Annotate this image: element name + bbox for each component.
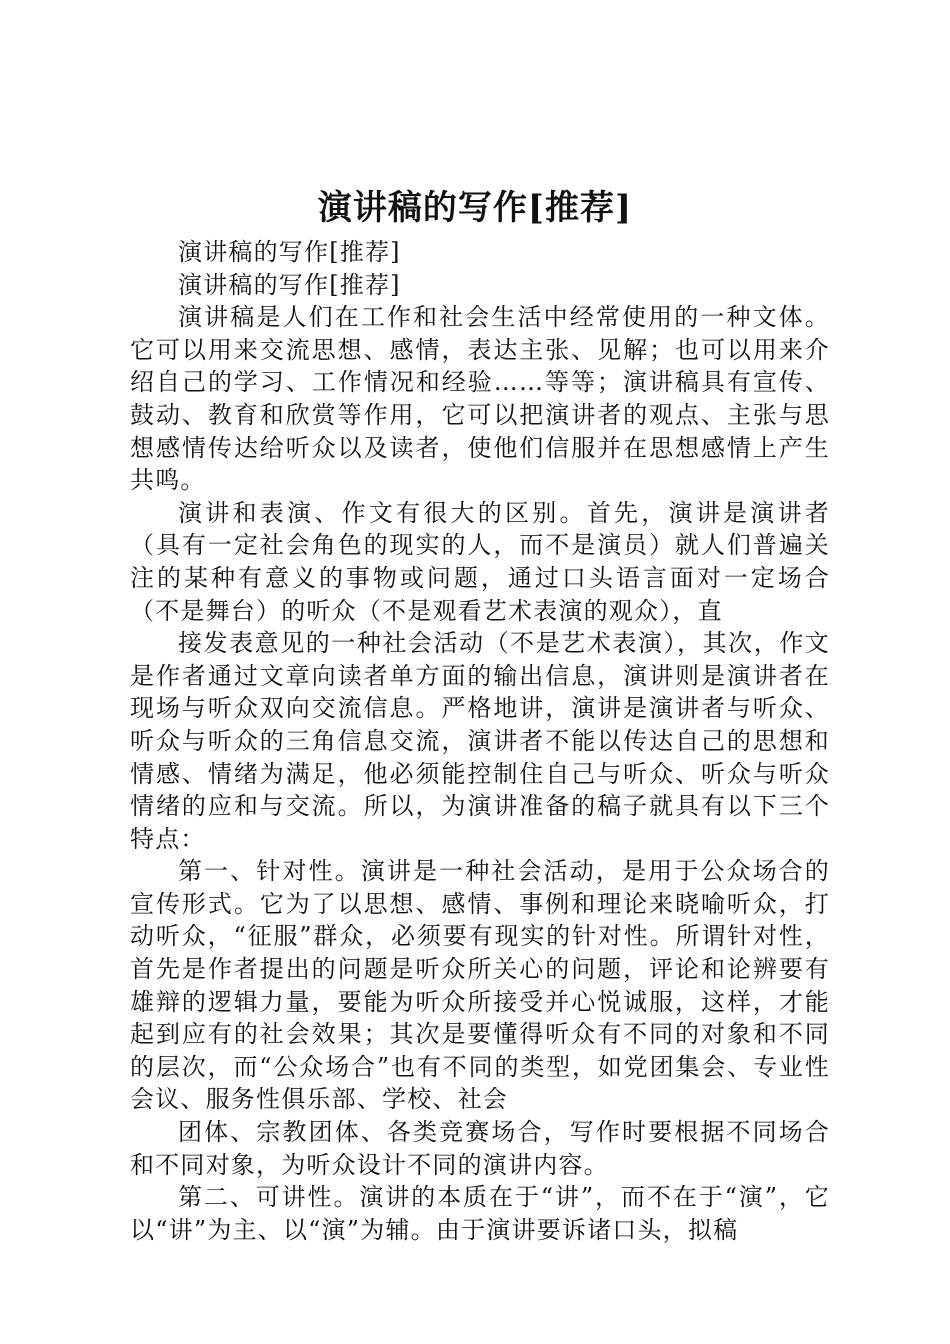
subtitle-line-2: 演讲稿的写作[推荐] [178,270,401,299]
paragraph-point-1: 第一、针对性。演讲是一种社会活动，是用于公众场合的宣传形式。它为了以思想、感情、事例和理论来晓喻听众，打动听众，“征服”群众，必须要有现实的针对性。所谓针对性，首先是作者提出的问题是听众所关心的问题，评论和论辨要有雄辩的逻辑力量，要能为听众所接受并心悦诚服，这样，才能起到应有的社会效果；其次是要懂得听众有不同的对象和不同的层次，而“公众场合”也有不同的类型，如党团集会、专业性会议、服务性俱乐部、学校、社会 [130,857,830,1114]
paragraph-difference-continued: 接发表意见的一种社会活动（不是艺术表演），其次，作文是作者通过文章向读者单方面的输出信息，演讲则是演讲者在现场与听众双向交流信息。严格地讲，演讲是演讲者与听众、听众与听众的三角信息交流，演讲者不能以传达自己的思想和情感、情绪为满足，他必须能控制住自己与听众、听众与听众情绪的应和与交流。所以，为演讲准备的稿子就具有以下三个特点： [130,629,830,853]
subtitle-line-1: 演讲稿的写作[推荐] [178,238,401,266]
paragraph-point-1-continued: 团体、宗教团体、各类竞赛场合，写作时要根据不同场合和不同对象，为听众设计不同的演讲内容。 [130,1118,830,1179]
paragraph-point-2: 第二、可讲性。演讲的本质在于“讲”，而不在于“演”，它以“讲”为主、以“演”为辅。由于演讲要诉诸口头，拟稿 [130,1183,830,1244]
document-title: 演讲稿的写作[推荐] [317,188,633,228]
paragraph-difference: 演讲和表演、作文有很大的区别。首先，演讲是演讲者（具有一定社会角色的现实的人，而不是演员）就人们普遍关注的某种有意义的事物或问题，通过口头语言面对一定场合（不是舞台）的听众（不是观看艺术表演的观众），直 [130,498,830,625]
paragraph-intro: 演讲稿是人们在工作和社会生活中经常使用的一种文体。它可以用来交流思想、感情，表达主张、见解；也可以用来介绍自己的学习、工作情况和经验……等等；演讲稿具有宣传、鼓动、教育和欣赏等作用，它可以把演讲者的观点、主张与思想感情传达给听众以及读者，使他们信服并在思想感情上产生共鸣。 [130,303,830,495]
document-body [130,236,830,1246]
